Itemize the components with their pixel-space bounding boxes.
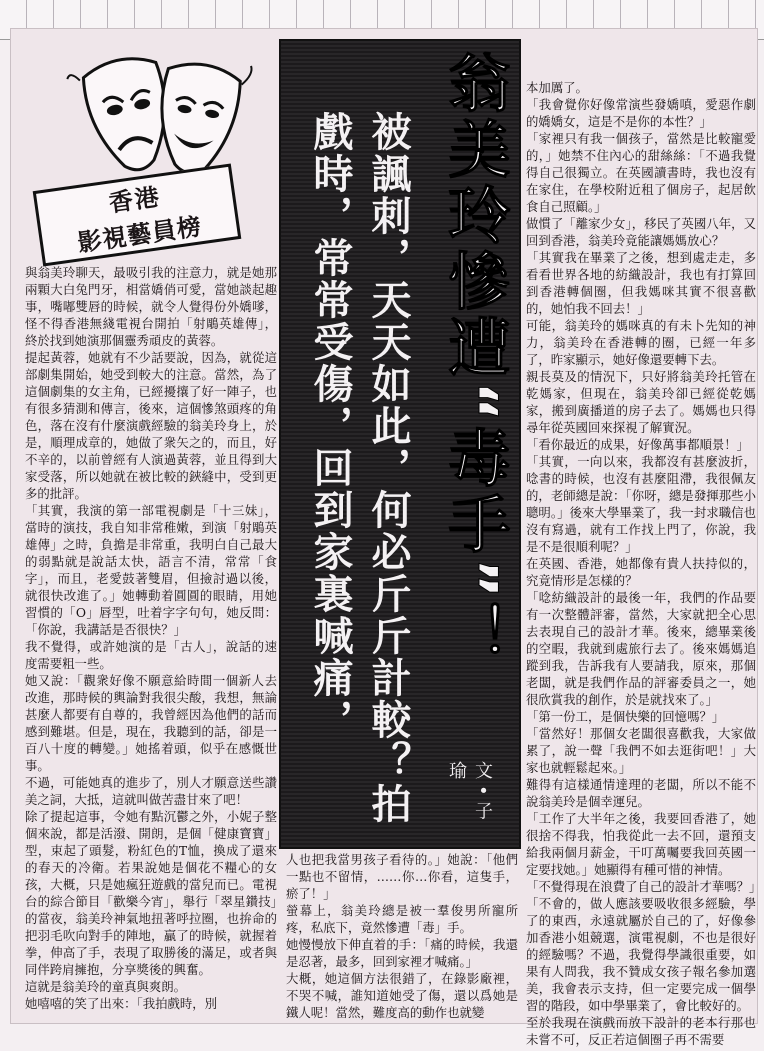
paragraph: 除了提起這事，令她有點沉鬱之外，小妮子整個來說，都是活潑、開朗，是個「健康寶寶」型，束起了頭髮，粉紅色的T恤，換成了還來的春天的冷衛。若果說她是個花不糧心的女孩，大概，只是她瘋狂遊戲的當兒而已。電視台的綜合節目「歡樂今宵」，舉行「翠星鑽技」的當夜，翁美玲神氣地扭著呼拉圈，也拚命的把羽毛吹向對手的陣地，贏了的時候，就握着拳，伸高了手，表現了取勝後的滿足，或者與同伴跨肩擁抱，分享獎後的興奮。	[25, 809, 277, 977]
paragraph: 至於我現在演戲而放下設計的老本行那也未嘗不可，反正若這個圈子再不需要	[526, 1015, 756, 1047]
paragraph: 螢幕上，翁美玲總是被一羣俊男所寵所疼，私底下，竟然慘遭「毒」手。	[286, 903, 518, 935]
paragraph: 在英國、香港，她都像有貴人扶持似的，究竟情形是怎樣的？	[526, 556, 756, 588]
paragraph: 她又說：「觀衆好像不願意給時間一個新人去改進，那時候的輿論對我很尖酸，我想，無論甚麼人都要有自尊的，我曾經因為他們的話而感到難堪。但是，現在，我聽到的話，卻是一百八十度的轉變。」她搖着頭，似乎在感慨世事。	[25, 673, 277, 773]
article-column-right	[526, 79, 762, 1047]
paragraph: 「當然好！那個女老闆很喜歡我，大家做累了，說一聲「我們不如去逛街吧！」大家也就輕鬆起來。」	[526, 726, 756, 775]
headline-subtitle: 被諷刺，天天如此，何必斤斤計較？拍戲時，常常受傷，回到家裏喊痛，	[307, 111, 411, 825]
headline-title: 翁美玲慘遭“毒手”！	[438, 51, 511, 669]
paragraph: 這就是翁美玲的童真與爽朗。	[25, 979, 187, 994]
paragraph: 「家裡只有我一個孩子，當然是比較寵愛的，」她禁不住內心的甜絲絲：「不過我覺得自己很獨立。在英國讀書時，我也沒有在家住，在學校附近租了個房子，起居飲食自己照顧。」	[526, 131, 756, 214]
headline-banner	[279, 39, 521, 849]
paragraph: 做慣了「離家少女」，移民了英國八年，又回到香港，翁美玲竟能讓媽媽放心？	[526, 216, 756, 248]
paragraph: 不過，可能她真的進步了，別人才願意送些讚美之詞，大抵，這就叫做苦盡甘來了吧！	[25, 775, 277, 807]
newspaper-clipping	[10, 28, 762, 1047]
paragraph: 「我會覺你好像常演些發嬌嗔，愛惡作劇的嬌嬌女，這是不是你的本性？」	[526, 97, 756, 129]
paragraph: 「其實我在畢業了之後，想到處走走，多看看世界各地的紡織設計，我也有打算回到香港轉個圈，但我媽咪其實不很喜歡的，她怕我不回去！」	[526, 250, 756, 316]
article-column-middle	[286, 851, 518, 1051]
paragraph: 「唸紡織設計的最後一年，我們的作品要有一次整體評審，當然，大家就把全心思去表現自己的設計才華。後來，總畢業後的空暇，我就到處旅行去了。後來媽媽追蹤到我，告訴我有人要請我，原來，那個老闆，就是我們作品的評審委員之一，她很欣賞我的創作，於是就找來了。」	[526, 590, 756, 707]
paragraph: 「不覺得現在浪費了自己的設計才華嗎？」	[526, 879, 762, 894]
paragraph: 她嘻嘻的笑了出來：「我拍戲時，別	[25, 996, 218, 1011]
byline: 文•子瑜	[446, 761, 493, 826]
paragraph: 「工作了大半年之後，我要回香港了，她很捨不得我，怕我從此一去不回，還預支給我兩個月薪金，干叮萬囑要我回英國一定要找她。」她顯得有種可惜的神情。	[526, 811, 756, 877]
article-column-left	[25, 264, 277, 1024]
paragraph: 提起黃蓉，她就有不少話要說，因為，就從這部劇集開始，她受到較大的注意。當然，為了這個劇集的女主角，已經擾攘了好一陣子，也有很多猜測和傳言，後來，這個慘煞頭疼的角色，落在沒有什麼演戲經驗的翁美玲身上，於是，順理成章的，她做了衆矢之的，而且，好不辛的，以前曾經有人演過黃蓉，並且得到大家受落，所以她就在被比較的鋏縫中，受到更多的批評。	[25, 350, 277, 501]
paragraph: 「第一份工，是個快樂的回憶嗎？」	[526, 709, 725, 724]
logo-line-2: 影視藝員榜	[75, 212, 204, 258]
paragraph: 我不覺得，或許她演的是「古人」，說話的速度需要粗一些。	[25, 639, 277, 671]
paragraph: 她慢慢放下伸直着的手：「痛的時候，我還是忍著，最多，回到家裡才喊痛。」	[286, 937, 518, 969]
column-logo-label	[33, 163, 242, 266]
column-logo	[25, 49, 255, 258]
paragraph: 可能，翁美玲的媽咪真的有未卜先知的神力，翁美玲在香港轉的圈，已經一年多了，昨家顯示，她好像還要轉下去。	[526, 318, 756, 367]
paragraph: 大概，她這個方法很錯了，在錄影廠裡，不哭不喊，誰知道她受了傷，還以爲她是鐵人呢！當然，難度高的動作也就變	[286, 971, 518, 1020]
paragraph: 人也把我當男孩子看待的。」她說：「他們一點也不留情，……你…你看，這隻手，瘀了！」	[286, 852, 518, 901]
paragraph: 難得有這樣通情達理的老闆，所以不能不說翁美玲是個幸運兒。	[526, 777, 756, 809]
logo-line-1: 香港	[107, 182, 163, 218]
paragraph: 與翁美玲聊天，最吸引我的注意力，就是她那兩顆大白兔門牙，相當嬌俏可愛，當她談起趣事，嘴嘟雙唇的時候，就令人覺得份外嬌嗲，怪不得香港無綫電視台開拍「射鵰英雄傳」，終於找到她演那個靈秀頑皮的黃蓉。	[25, 265, 277, 348]
paragraph: 親長莫及的情況下，只好將翁美玲托管在乾媽家，但現在，翁美玲卻已經從乾媽家，搬到廣播道的房子去了。媽媽也只得尋年從英國回來探視了解實況。	[526, 369, 756, 435]
paragraph: 「看你最近的成果，好像萬事都順景！」	[526, 437, 750, 452]
paragraph: 「其實，一向以來，我都沒有甚麼波折，唸書的時候，也沒有甚麼阻滯，我很佩友的，老師總是說：「你呀，總是發揮那些小聰明。」後來大學畢業了，我一封求職信也沒有寫過，就有工作找上門了，你說，我是不是很順利呢？」	[526, 454, 756, 554]
paragraph: 「其實，我演的第一部電視劇是「十三妹」，當時的演技，我自知非常稚嫩，到演「射鵰英雄傳」之時，負擔是非常重，我明白自己最大的弱點就是說話太快，語言不清，常常「食字」，而且，老愛鼓著雙眉，但撿討過以後，就很快改進了。」她轉動着圓圓的眼睛，用她習慣的「O」唇型，吐着字字句句，她反問：「你說，我講話是否很快？」	[25, 503, 277, 637]
paragraph: 本加厲了。	[526, 80, 588, 95]
paragraph: 「不會的，做人應該要吸收很多經驗，學了的東西，永遠就屬於自己的了，好像參加香港小姐競選，演電視劇，不也是很好的經驗嗎？不過，我覺得學識很重要，如果有人問我，我不贊成女孩子報名參加選美，我會表示支持，但一定要完成一個學習的階段，如中學畢業了，會比較好的。	[526, 896, 756, 1013]
